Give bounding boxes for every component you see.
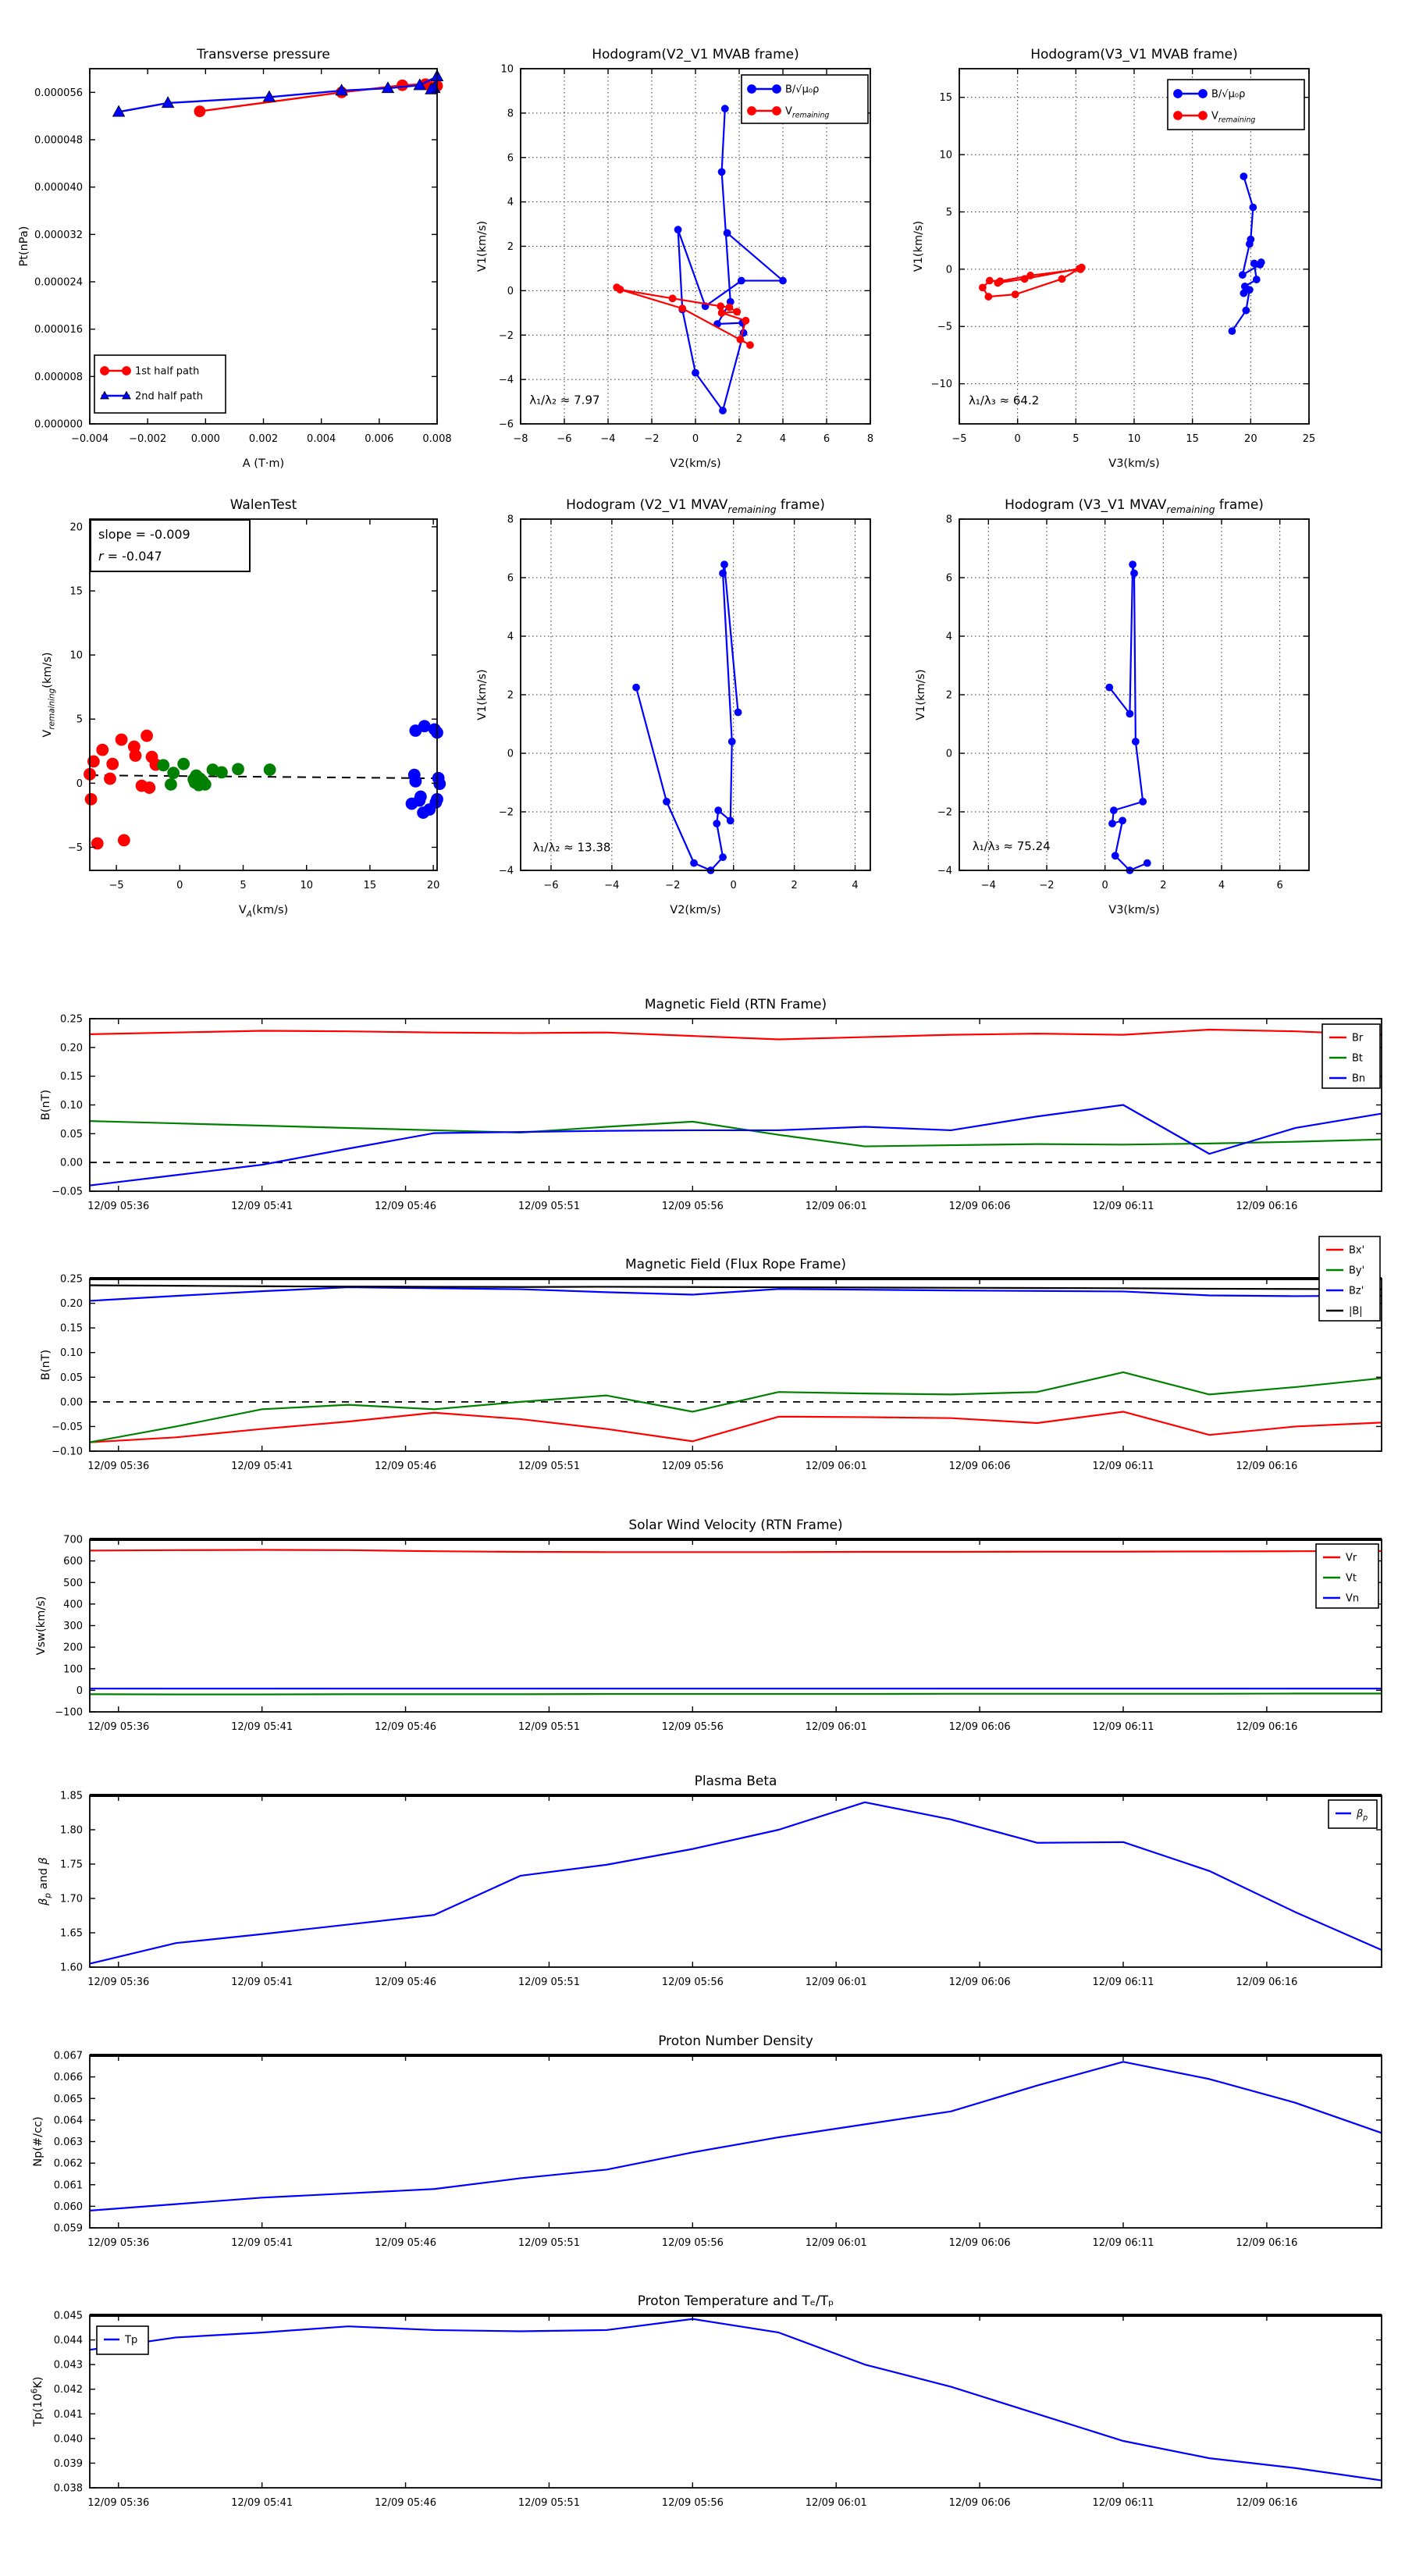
y-tick-label: 0.000008 xyxy=(34,371,83,383)
y-tick-label: 5 xyxy=(76,713,83,726)
y-tick-label: −4 xyxy=(498,374,514,386)
y-tick-label: 0.039 xyxy=(53,2457,83,2470)
y-tick-label: 0.10 xyxy=(60,1100,83,1112)
x-tick-label: 5 xyxy=(240,880,247,891)
x-tick-label: 12/09 06:06 xyxy=(948,1976,1011,1988)
x-tick-label: 0 xyxy=(1101,880,1108,891)
y-tick-label: 0.000056 xyxy=(34,87,83,99)
chart-hodogram-v2v1-mvab xyxy=(476,47,873,470)
x-tick-label: 12/09 05:56 xyxy=(661,2237,724,2249)
legend-label: Bn xyxy=(1352,1073,1366,1085)
chart-walen-test xyxy=(41,497,446,919)
x-tick-label: 0.004 xyxy=(307,433,336,445)
x-tick-label: 2 xyxy=(735,433,743,445)
x-tick-label: 4 xyxy=(852,880,859,891)
y-tick-label: 6 xyxy=(945,572,952,585)
x-tick-label: 12/09 06:16 xyxy=(1236,1201,1298,1212)
chart-magnetic-field-flux-rope xyxy=(40,1236,1382,1472)
y-tick-label: 0.066 xyxy=(53,2072,83,2084)
legend-label: Br xyxy=(1352,1032,1364,1044)
x-tick-label: 12/09 06:01 xyxy=(805,2497,867,2509)
x-tick-label: 12/09 06:01 xyxy=(805,1976,867,1988)
x-tick-label: 12/09 05:36 xyxy=(87,1461,150,1472)
x-tick-label: 12/09 05:51 xyxy=(518,1976,580,1988)
stats-line: slope = -0.009 xyxy=(98,527,190,542)
y-tick-label: 0.000048 xyxy=(34,134,83,147)
y-tick-label: 0.043 xyxy=(53,2359,83,2371)
y-tick-label: 10 xyxy=(500,63,514,76)
y-tick-label: −4 xyxy=(498,865,514,877)
chart-proton-number-density xyxy=(32,2033,1382,2249)
y-tick-label: −2 xyxy=(498,806,514,819)
y-tick-label: 1.70 xyxy=(60,1893,83,1905)
y-tick-label: −100 xyxy=(55,1706,83,1719)
x-tick-label: 12/09 05:51 xyxy=(518,2497,580,2509)
y-tick-label: 0.044 xyxy=(53,2335,83,2347)
x-tick-label: 12/09 06:06 xyxy=(948,2497,1011,2509)
x-tick-label: 0 xyxy=(692,433,699,445)
x-tick-label: 12/09 05:56 xyxy=(661,1721,724,1733)
hodogram-v2v1-mvab-title: Hodogram(V2_V1 MVAB frame) xyxy=(592,47,799,62)
x-tick-label: −2 xyxy=(665,880,681,891)
x-tick-label: −4 xyxy=(600,433,616,445)
y-tick-label: −0.10 xyxy=(52,1446,83,1458)
legend-label: Tp xyxy=(125,2334,138,2347)
y-tick-label: −6 xyxy=(498,418,514,431)
y-tick-label: 2 xyxy=(507,241,514,253)
walen-test-xlabel: $V_A(km/s)$ xyxy=(238,904,289,920)
annotation: λ₁/λ₃ ≈ 64.2 xyxy=(968,393,1040,408)
x-tick-label: 12/09 05:41 xyxy=(231,1976,293,1988)
chart-hodogram-v3v1-mvab xyxy=(912,47,1315,470)
chart-hodogram-v3v1-mvav xyxy=(915,497,1309,916)
y-tick-label: −0.05 xyxy=(52,1186,83,1198)
y-tick-label: 100 xyxy=(63,1663,83,1676)
x-tick-label: 12/09 06:16 xyxy=(1236,1721,1298,1733)
y-tick-label: 0 xyxy=(507,748,514,760)
x-tick-label: −6 xyxy=(557,433,572,445)
x-tick-label: 0.002 xyxy=(248,433,279,445)
y-tick-label: 1.85 xyxy=(60,1790,83,1802)
legend-label: 1st half path xyxy=(135,365,200,378)
x-tick-label: 0.000 xyxy=(190,433,220,445)
y-tick-label: 0.064 xyxy=(53,2115,83,2127)
hodogram-v3v1-mvab-title: Hodogram(V3_V1 MVAB frame) xyxy=(1030,47,1238,62)
annotation: λ₁/λ₂ ≈ 7.97 xyxy=(529,393,600,407)
solar-wind-velocity-ylabel: Vsw(km/s) xyxy=(35,1596,48,1656)
axes-frame xyxy=(90,1019,1382,1191)
x-tick-label: 12/09 06:06 xyxy=(948,2237,1011,2249)
hodogram-v2v1-mvav-xlabel: V2(km/s) xyxy=(670,904,721,916)
legend-label: Bx' xyxy=(1349,1244,1365,1257)
x-tick-label: 4 xyxy=(779,433,787,445)
x-tick-label: 20 xyxy=(1244,433,1257,445)
legend-label: |B| xyxy=(1349,1305,1363,1318)
x-tick-label: −2 xyxy=(1039,880,1055,891)
x-tick-label: 12/09 05:46 xyxy=(375,2237,437,2249)
x-tick-label: 12/09 06:06 xyxy=(948,1201,1011,1212)
x-tick-label: 12/09 05:36 xyxy=(87,1976,150,1988)
x-tick-label: 12/09 05:36 xyxy=(87,2237,150,2249)
stats-line: r = -0.047 xyxy=(98,549,162,564)
x-tick-label: 12/09 05:51 xyxy=(518,1201,580,1212)
magnetic-field-rtn-ylabel: B(nT) xyxy=(40,1089,52,1121)
plasma-beta-ylabel: $\beta_p$ and β xyxy=(37,1857,53,1905)
hodogram-v2v1-mvav-title: Hodogram (V2_V1 $MVAV_{remaining}$ frame) xyxy=(566,497,825,516)
x-tick-label: 12/09 05:56 xyxy=(661,2497,724,2509)
y-tick-label: 10 xyxy=(939,149,952,162)
y-tick-label: 0 xyxy=(507,285,514,297)
axes-frame xyxy=(90,1279,1382,1451)
y-tick-label: 0 xyxy=(945,264,952,276)
x-tick-label: −2 xyxy=(644,433,660,445)
x-tick-label: −4 xyxy=(604,880,620,891)
y-tick-label: −0.05 xyxy=(52,1421,83,1433)
y-tick-label: 0.10 xyxy=(60,1347,83,1360)
y-tick-label: 0.25 xyxy=(60,1013,83,1026)
x-tick-label: 8 xyxy=(866,433,874,445)
y-tick-label: 0.05 xyxy=(60,1128,83,1140)
x-tick-label: 12/09 05:56 xyxy=(661,1976,724,1988)
x-tick-label: 12/09 06:01 xyxy=(805,1461,867,1472)
proton-temperature-ylabel: $Tp(10^6K)$ xyxy=(30,2376,44,2427)
x-tick-label: 12/09 06:01 xyxy=(805,2237,867,2249)
x-tick-label: −6 xyxy=(543,880,559,891)
y-tick-label: 0.000032 xyxy=(34,229,83,241)
x-tick-label: 12/09 05:41 xyxy=(231,1201,293,1212)
legend-label: $V_{remaining}$ xyxy=(785,105,830,120)
y-tick-label: 0.20 xyxy=(60,1298,83,1311)
x-tick-label: 12/09 05:41 xyxy=(231,1461,293,1472)
y-tick-label: 0.15 xyxy=(60,1071,83,1083)
x-tick-label: 12/09 06:01 xyxy=(805,1201,867,1212)
transverse-pressure-ylabel: Pt(nPa) xyxy=(18,226,30,267)
y-tick-label: 700 xyxy=(63,1534,83,1546)
chart-transverse-pressure xyxy=(18,47,452,470)
x-tick-label: 12/09 05:46 xyxy=(375,1976,437,1988)
y-tick-label: 1.65 xyxy=(60,1927,83,1940)
x-tick-label: −5 xyxy=(108,880,124,891)
y-tick-label: 4 xyxy=(507,631,514,643)
y-tick-label: −5 xyxy=(67,841,83,854)
y-tick-label: 0.00 xyxy=(60,1397,83,1409)
x-tick-label: −4 xyxy=(980,880,996,891)
walen-test-title: WalenTest xyxy=(229,497,297,513)
x-tick-label: 12/09 06:11 xyxy=(1092,1721,1154,1733)
x-tick-label: 12/09 05:41 xyxy=(231,2237,293,2249)
chart-proton-temperature xyxy=(30,2293,1382,2509)
x-tick-label: 15 xyxy=(363,880,377,891)
x-tick-label: 2 xyxy=(791,880,798,891)
y-tick-label: 0.20 xyxy=(60,1042,83,1055)
y-tick-label: 0 xyxy=(945,748,952,760)
proton-number-density-title: Proton Number Density xyxy=(658,2033,813,2049)
hodogram-v3v1-mvav-title: Hodogram (V3_V1 $MVAV_{remaining}$ frame) xyxy=(1005,497,1264,516)
x-tick-label: 0.008 xyxy=(422,433,452,445)
y-tick-label: 6 xyxy=(507,152,514,165)
y-tick-label: 0.000000 xyxy=(34,418,83,431)
y-tick-label: −2 xyxy=(937,806,952,819)
y-tick-label: 8 xyxy=(507,514,514,526)
x-tick-label: 10 xyxy=(300,880,313,891)
y-tick-label: −10 xyxy=(930,379,952,391)
y-tick-label: 4 xyxy=(945,631,952,643)
y-tick-label: 20 xyxy=(69,521,83,534)
axes-frame xyxy=(90,1795,1382,1967)
x-tick-label: 12/09 06:11 xyxy=(1092,1461,1154,1472)
axes-frame xyxy=(90,1539,1382,1712)
magnetic-field-rtn-title: Magnetic Field (RTN Frame) xyxy=(644,997,827,1012)
x-tick-label: 6 xyxy=(1276,880,1283,891)
magnetic-field-flux-rope-ylabel: B(nT) xyxy=(40,1349,52,1381)
y-tick-label: 400 xyxy=(63,1599,83,1611)
x-tick-label: 10 xyxy=(1127,433,1141,445)
x-tick-label: 12/09 06:11 xyxy=(1092,1976,1154,1988)
x-tick-label: −0.004 xyxy=(70,433,109,445)
y-tick-label: 5 xyxy=(945,206,952,219)
y-tick-label: 6 xyxy=(507,572,514,585)
hodogram-v2v1-mvab-xlabel: V2(km/s) xyxy=(670,457,721,470)
y-tick-label: 10 xyxy=(69,649,83,662)
y-tick-label: 2 xyxy=(507,689,514,702)
hodogram-v3v1-mvav-xlabel: V3(km/s) xyxy=(1108,904,1160,916)
x-tick-label: 12/09 05:51 xyxy=(518,1721,580,1733)
x-tick-label: 25 xyxy=(1302,433,1316,445)
y-tick-label: 0.062 xyxy=(53,2158,83,2170)
axes-frame xyxy=(90,2315,1382,2488)
x-tick-label: 12/09 05:46 xyxy=(375,2497,437,2509)
x-tick-label: 12/09 06:16 xyxy=(1236,2497,1298,2509)
annotation: λ₁/λ₃ ≈ 75.24 xyxy=(972,838,1051,853)
x-tick-label: 12/09 05:41 xyxy=(231,2497,293,2509)
y-tick-label: 0.060 xyxy=(53,2201,83,2213)
y-tick-label: 0.042 xyxy=(53,2384,83,2396)
y-tick-label: 15 xyxy=(939,92,952,105)
y-tick-label: 0.000040 xyxy=(34,182,83,194)
y-tick-label: 200 xyxy=(63,1642,83,1654)
x-tick-label: 12/09 05:36 xyxy=(87,1201,150,1212)
y-tick-label: 15 xyxy=(69,585,83,598)
y-tick-label: 0.05 xyxy=(60,1372,83,1384)
x-tick-label: 4 xyxy=(1218,880,1225,891)
legend-label: B/√μ₀ρ xyxy=(785,84,820,96)
x-tick-label: 5 xyxy=(1072,433,1080,445)
solar-wind-velocity-title: Solar Wind Velocity (RTN Frame) xyxy=(628,1517,843,1533)
y-tick-label: 0.063 xyxy=(53,2137,83,2148)
y-tick-label: 0.065 xyxy=(53,2093,83,2105)
hodogram-v3v1-mvab-ylabel: V1(km/s) xyxy=(912,220,925,272)
legend-label: $\beta_p$ xyxy=(1357,1808,1368,1823)
y-tick-label: 0 xyxy=(76,777,83,790)
legend-label: By' xyxy=(1349,1265,1365,1277)
x-tick-label: 2 xyxy=(1160,880,1167,891)
x-tick-label: 12/09 06:01 xyxy=(805,1721,867,1733)
x-tick-label: 20 xyxy=(426,880,440,891)
y-tick-label: 1.80 xyxy=(60,1824,83,1837)
x-tick-label: 12/09 05:51 xyxy=(518,1461,580,1472)
y-tick-label: 0.041 xyxy=(53,2408,83,2421)
y-tick-label: −2 xyxy=(498,329,514,342)
y-tick-label: 1.75 xyxy=(60,1859,83,1871)
x-tick-label: 0 xyxy=(1014,433,1021,445)
legend-label: Bt xyxy=(1352,1052,1364,1065)
y-tick-label: 0.000024 xyxy=(34,276,83,289)
x-tick-label: 12/09 06:11 xyxy=(1092,2237,1154,2249)
y-tick-label: 500 xyxy=(63,1577,83,1589)
x-tick-label: 12/09 05:46 xyxy=(375,1201,437,1212)
axes-frame xyxy=(90,2055,1382,2228)
hodogram-v2v1-mvab-ylabel: V1(km/s) xyxy=(476,220,489,272)
x-tick-label: 12/09 05:51 xyxy=(518,2237,580,2249)
x-tick-label: 12/09 06:11 xyxy=(1092,1201,1154,1212)
y-tick-label: 0.040 xyxy=(53,2433,83,2446)
legend-label: Vr xyxy=(1346,1552,1357,1564)
hodogram-v3v1-mvav-ylabel: V1(km/s) xyxy=(915,669,927,720)
legend-label: B/√μ₀ρ xyxy=(1211,88,1246,101)
legend-label: 2nd half path xyxy=(135,390,203,403)
y-tick-label: 600 xyxy=(63,1556,83,1568)
y-tick-label: 0.067 xyxy=(53,2050,83,2062)
y-tick-label: 1.60 xyxy=(60,1962,83,1974)
y-tick-label: 0.061 xyxy=(53,2179,83,2192)
chart-hodogram-v2v1-mvav xyxy=(476,497,870,916)
legend-label: $V_{remaining}$ xyxy=(1211,110,1256,125)
x-tick-label: 12/09 05:56 xyxy=(661,1461,724,1472)
y-tick-label: 2 xyxy=(945,689,952,702)
magnetic-field-flux-rope-title: Magnetic Field (Flux Rope Frame) xyxy=(625,1257,846,1272)
x-tick-label: 12/09 06:16 xyxy=(1236,1461,1298,1472)
y-tick-label: 0.00 xyxy=(60,1157,83,1169)
y-tick-label: 0.25 xyxy=(60,1273,83,1286)
x-tick-label: 12/09 05:46 xyxy=(375,1721,437,1733)
x-tick-label: −0.002 xyxy=(129,433,167,445)
x-tick-label: 0 xyxy=(730,880,737,891)
proton-number-density-ylabel: Np(#/cc) xyxy=(32,2116,44,2167)
chart-plasma-beta xyxy=(37,1774,1382,1988)
y-tick-label: 0 xyxy=(76,1685,83,1697)
hodogram-v2v1-mvav-ylabel: V1(km/s) xyxy=(476,669,489,720)
y-tick-label: −5 xyxy=(937,321,952,333)
walen-test-ylabel: $V_{remaining}(km/s)$ xyxy=(41,652,57,738)
x-tick-label: 15 xyxy=(1186,433,1199,445)
x-tick-label: 12/09 05:36 xyxy=(87,1721,150,1733)
y-tick-label: 300 xyxy=(63,1621,83,1632)
x-tick-label: 12/09 05:56 xyxy=(661,1201,724,1212)
x-tick-label: 12/09 06:06 xyxy=(948,1721,1011,1733)
y-tick-label: −4 xyxy=(937,865,952,877)
legend-box xyxy=(94,355,226,413)
plasma-beta-title: Plasma Beta xyxy=(694,1774,777,1789)
y-tick-label: 4 xyxy=(507,197,514,209)
x-tick-label: 12/09 05:36 xyxy=(87,2497,150,2509)
x-tick-label: 12/09 05:46 xyxy=(375,1461,437,1472)
x-tick-label: 12/09 06:06 xyxy=(948,1461,1011,1472)
x-tick-label: 12/09 06:16 xyxy=(1236,2237,1298,2249)
y-tick-label: 0.045 xyxy=(53,2310,83,2322)
x-tick-label: 12/09 06:11 xyxy=(1092,2497,1154,2509)
chart-solar-wind-velocity xyxy=(35,1517,1382,1733)
x-tick-label: 0 xyxy=(176,880,183,891)
x-tick-label: −8 xyxy=(513,433,528,445)
y-tick-label: 0.000016 xyxy=(34,324,83,336)
x-tick-label: 6 xyxy=(823,433,831,445)
x-tick-label: 0.006 xyxy=(365,433,394,445)
legend-label: Vn xyxy=(1346,1592,1360,1605)
y-tick-label: 8 xyxy=(507,108,514,120)
chart-magnetic-field-rtn xyxy=(40,997,1382,1212)
proton-temperature-title: Proton Temperature and Tₑ/Tₚ xyxy=(637,2293,834,2309)
legend-label: Vt xyxy=(1346,1572,1357,1585)
y-tick-label: 0.038 xyxy=(53,2482,83,2495)
y-tick-label: 8 xyxy=(945,514,952,526)
x-tick-label: −5 xyxy=(951,433,967,445)
legend-label: Bz' xyxy=(1349,1285,1364,1297)
hodogram-v3v1-mvab-xlabel: V3(km/s) xyxy=(1108,457,1160,470)
transverse-pressure-xlabel: A (T·m) xyxy=(242,457,285,470)
y-tick-label: 0.15 xyxy=(60,1322,83,1335)
transverse-pressure-title: Transverse pressure xyxy=(197,47,330,62)
x-tick-label: 12/09 06:16 xyxy=(1236,1976,1298,1988)
annotation: λ₁/λ₂ ≈ 13.38 xyxy=(532,840,611,855)
y-tick-label: 0.059 xyxy=(53,2222,83,2235)
x-tick-label: 12/09 05:41 xyxy=(231,1721,293,1733)
